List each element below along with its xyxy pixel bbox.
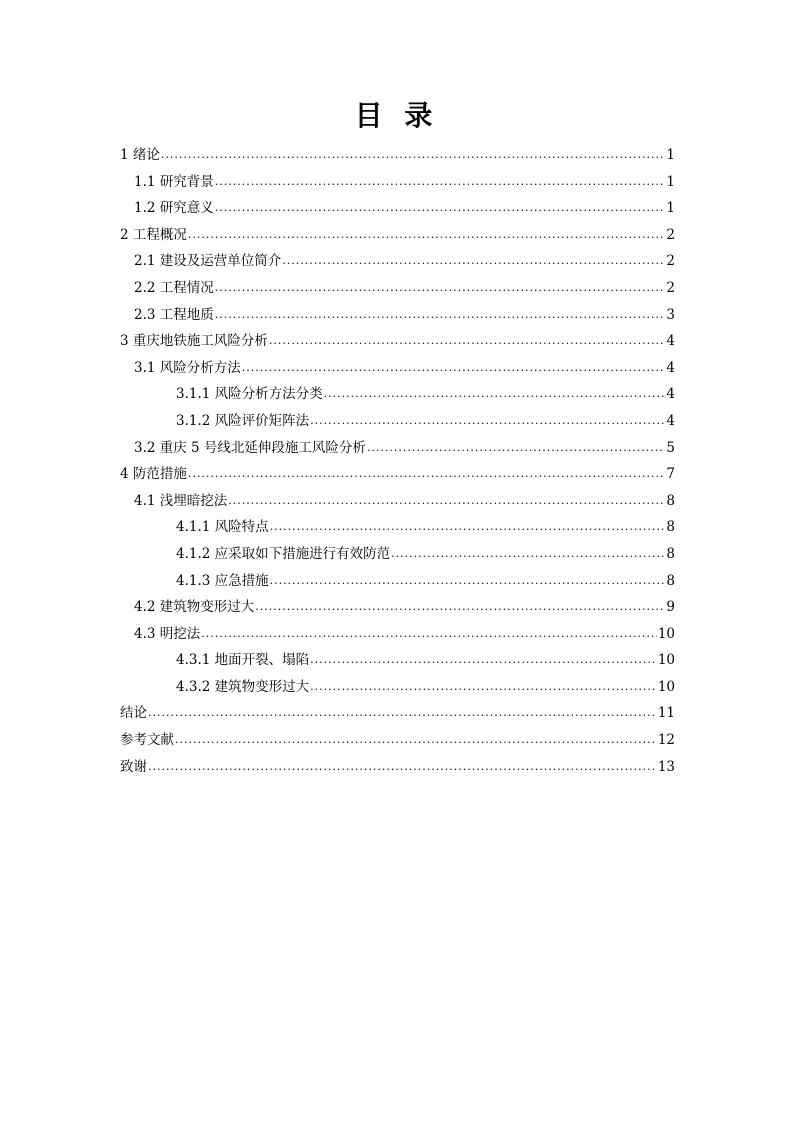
toc-dot-leader: [188, 222, 666, 249]
toc-entry-page-number: 2: [666, 253, 675, 270]
toc-dot-leader: [367, 435, 665, 462]
page-title: 目 录: [354, 99, 439, 132]
toc-dot-leader: [310, 674, 657, 701]
toc-entry[interactable]: [120, 461, 675, 488]
toc-entry-label: 4.3.2 建筑物变形过大: [176, 678, 310, 695]
toc-entry-page-number: 8: [666, 545, 675, 562]
toc-dot-leader: [215, 302, 666, 329]
toc-entry-label: 4.1 浅埋暗挖法: [134, 492, 228, 509]
toc-entry-label: 结论: [120, 705, 147, 722]
toc-entry[interactable]: [120, 142, 675, 169]
toc-entry-label: 3.1 风险分析方法: [134, 359, 241, 376]
toc-entry-page-number: 2: [666, 226, 675, 243]
toc-entry[interactable]: [120, 568, 675, 595]
toc-entry-label: 4.3 明挖法: [134, 625, 201, 642]
toc-dot-leader: [282, 248, 665, 275]
toc-dot-leader: [201, 621, 657, 648]
toc-dot-leader: [215, 275, 666, 302]
toc-dot-leader: [269, 328, 666, 355]
toc-entry-label: 1.2 研究意义: [134, 200, 214, 217]
toc-entry-page-number: 4: [666, 333, 675, 350]
toc-entry-label: 4.1.3 应急措施: [176, 572, 269, 589]
toc-entry[interactable]: [120, 222, 675, 249]
toc-entry-page-number: 12: [657, 732, 675, 749]
toc-entry[interactable]: [120, 754, 675, 781]
toc-entry-page-number: 10: [657, 652, 675, 669]
toc-dot-leader: [270, 568, 666, 595]
toc-entry-page-number: 8: [666, 492, 675, 509]
toc-dot-leader: [148, 754, 657, 781]
toc-entry[interactable]: [120, 594, 675, 621]
toc-entry-page-number: 4: [666, 412, 675, 429]
toc-entry-label: 4 防范措施: [120, 466, 187, 483]
toc-entry-page-number: 1: [666, 147, 675, 163]
toc-entry-page-number: 4: [666, 386, 675, 403]
toc-dot-leader: [310, 408, 665, 435]
toc-entry-page-number: 1: [666, 200, 675, 217]
toc-entry-label: 致谢: [120, 758, 147, 775]
toc-entry-page-number: 4: [666, 359, 675, 376]
toc-entry-page-number: 9: [666, 599, 675, 616]
toc-dot-leader: [215, 195, 666, 222]
toc-dot-leader: [161, 142, 666, 169]
toc-entry[interactable]: [120, 647, 675, 674]
toc-entry[interactable]: [120, 328, 675, 355]
toc-entry-label: 参考文献: [120, 732, 174, 749]
toc-entry-label: 4.2 建筑物变形过大: [134, 599, 255, 616]
toc-entry[interactable]: [120, 169, 675, 196]
toc-entry-label: 4.3.1 地面开裂、塌陷: [176, 652, 310, 669]
toc-dot-leader: [310, 647, 657, 674]
toc-entry-page-number: 10: [657, 625, 675, 642]
toc-entry-page-number: 10: [657, 678, 675, 695]
toc-entry-page-number: 3: [666, 306, 675, 323]
toc-entry-label: 2.3 工程地质: [134, 306, 214, 323]
toc-entry-page-number: 2: [666, 279, 675, 296]
toc-entry[interactable]: [120, 275, 675, 302]
table-of-contents: [120, 142, 675, 780]
toc-dot-leader: [324, 381, 666, 408]
toc-entry-label: 2.1 建设及运营单位简介: [134, 253, 282, 270]
toc-entry-label: 3.2 重庆 5 号线北延伸段施工风险分析: [134, 439, 366, 456]
toc-entry-page-number: 7: [666, 466, 675, 483]
toc-entry[interactable]: [120, 381, 675, 408]
toc-entry-label: 2.2 工程情况: [134, 279, 214, 296]
toc-dot-leader: [215, 169, 666, 196]
toc-entry-label: 4.1.1 风险特点: [176, 519, 269, 536]
toc-entry-page-number: 8: [666, 519, 675, 536]
toc-entry-page-number: 8: [666, 572, 675, 589]
toc-entry[interactable]: [120, 302, 675, 329]
toc-entry[interactable]: [120, 514, 675, 541]
toc-entry[interactable]: [120, 248, 675, 275]
toc-entry-page-number: 13: [657, 758, 675, 775]
toc-dot-leader: [175, 727, 657, 754]
toc-entry-label: 4.1.2 应采取如下措施进行有效防范: [176, 545, 391, 562]
toc-entry[interactable]: [120, 408, 675, 435]
toc-entry-label: 2 工程概况: [120, 226, 187, 243]
toc-entry-label: 1 绪论: [120, 147, 160, 163]
toc-entry-label: 3.1.1 风险分析方法分类: [176, 386, 323, 403]
toc-dot-leader: [188, 461, 666, 488]
toc-entry[interactable]: [120, 488, 675, 515]
toc-dot-leader: [148, 700, 657, 727]
toc-entry-page-number: 5: [666, 439, 675, 456]
toc-entry-label: 3.1.2 风险评价矩阵法: [176, 412, 310, 429]
toc-entry[interactable]: [120, 195, 675, 222]
toc-entry-label: 1.1 研究背景: [134, 173, 214, 190]
toc-entry[interactable]: [120, 727, 675, 754]
toc-entry[interactable]: [120, 355, 675, 382]
toc-entry[interactable]: [120, 700, 675, 727]
toc-dot-leader: [270, 514, 666, 541]
toc-entry-page-number: 1: [666, 173, 675, 190]
toc-entry[interactable]: [120, 674, 675, 701]
toc-dot-leader: [255, 594, 665, 621]
toc-entry-page-number: 11: [657, 705, 675, 722]
toc-entry[interactable]: [120, 621, 675, 648]
toc-dot-leader: [228, 488, 665, 515]
toc-dot-leader: [242, 355, 666, 382]
toc-entry-label: 3 重庆地铁施工风险分析: [120, 333, 268, 350]
toc-entry[interactable]: [120, 541, 675, 568]
toc-entry[interactable]: [120, 435, 675, 462]
toc-dot-leader: [391, 541, 665, 568]
